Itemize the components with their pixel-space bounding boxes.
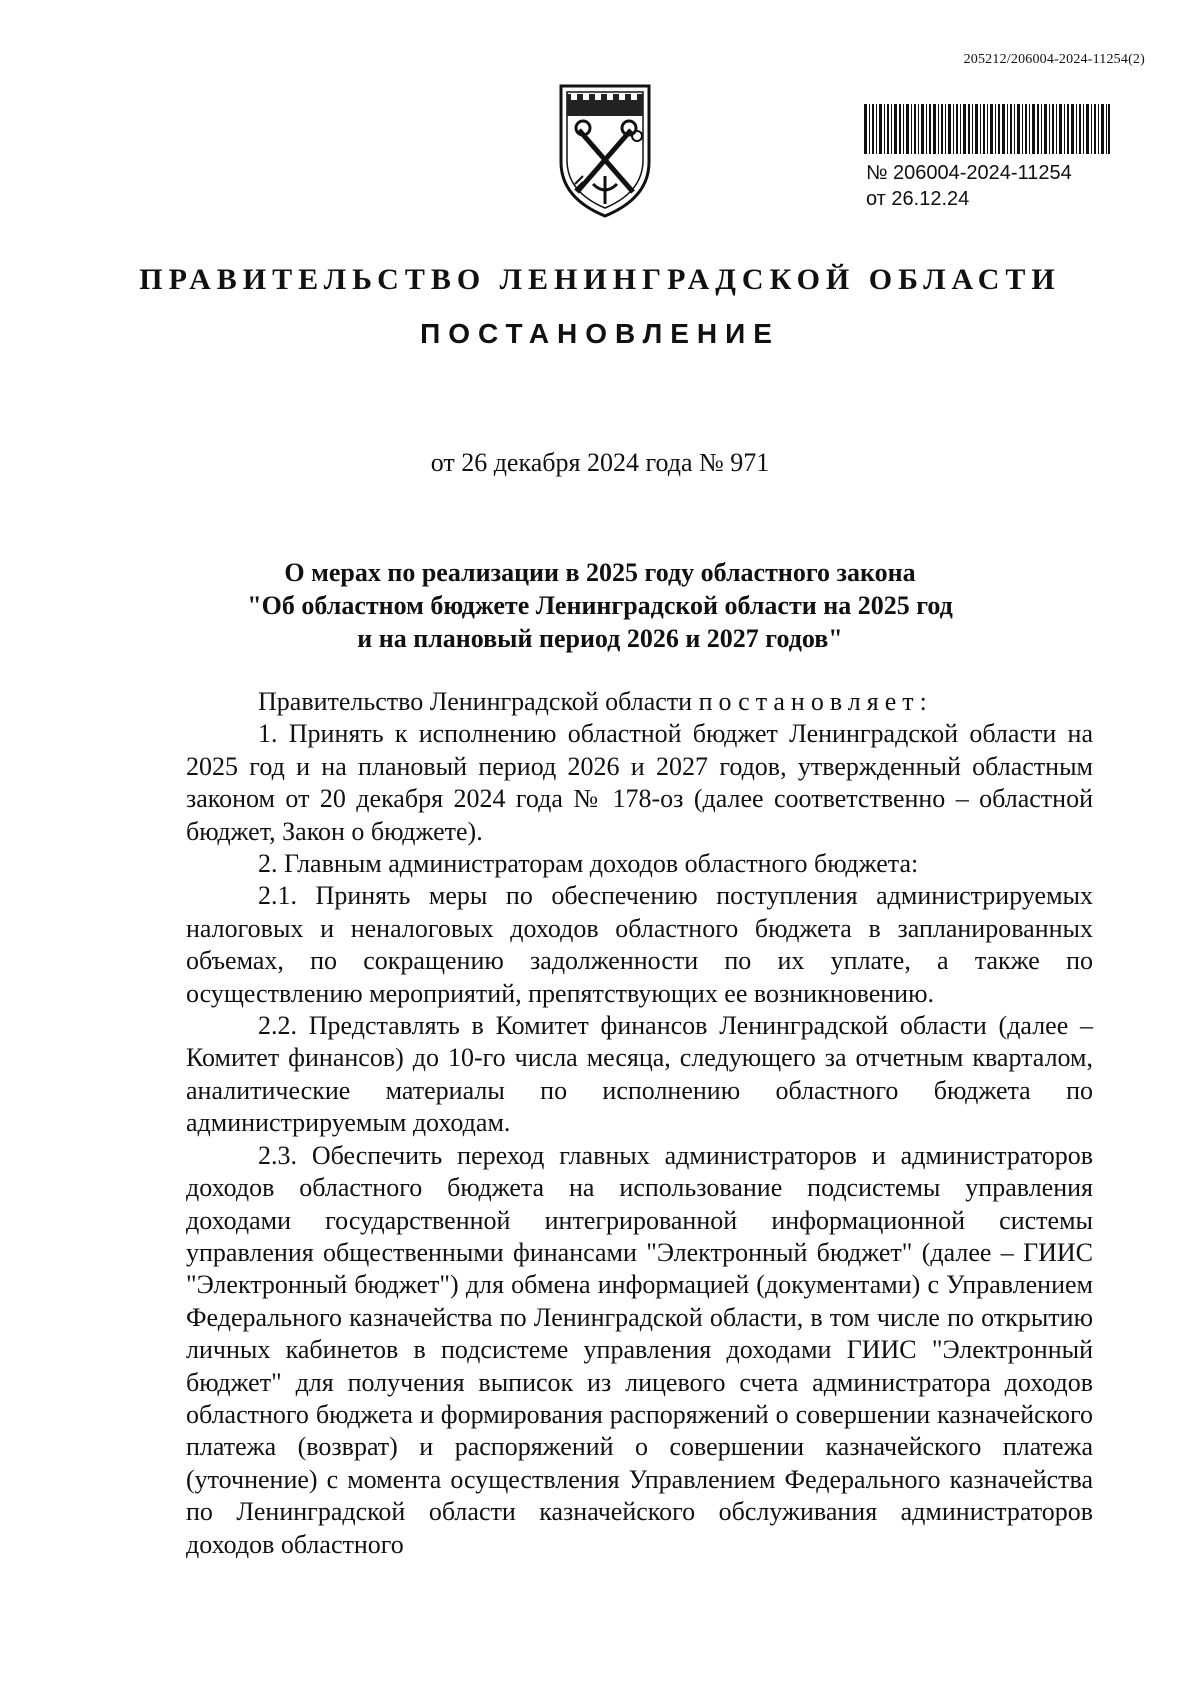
decree-body — [186, 686, 1093, 1561]
title-line: "Об областном бюджете Ленинградской области на 2025 год — [247, 591, 953, 620]
registration-stamp — [866, 160, 1072, 212]
preamble-text: Правительство Ленинградской области — [258, 687, 693, 716]
paragraph-2-2: 2.2. Представлять в Комитет финансов Ленинградской области (далее – Комитет финансов) до 10-го числа месяца, следующего за отчетным кварталом, аналитические материалы по исполнению областного бюджета по администрируемым доходам. — [186, 1011, 1093, 1138]
title-line: и на плановый период 2026 и 2027 годов" — [357, 624, 843, 653]
paragraph-1: 1. Принять к исполнению областной бюджет Ленинградской области на 2025 год и на плановый период 2026 и 2027 годов, утвержденный областным законом от 20 декабря 2024 года № 178-оз (далее соответственно – областной бюджет, Закон о бюджете). — [186, 719, 1093, 846]
registration-date: от 26.12.24 — [866, 188, 970, 210]
paragraph-2-1: 2.1. Принять меры по обеспечению поступления администрируемых налоговых и неналоговых доходов областного бюджета в запланированных объемах, по сокращению задолженности по их уплате, а также по осуществлению мероприятий, препятствующих ее возникновению. — [186, 881, 1093, 1008]
paragraph-2-3: 2.3. Обеспечить переход главных администраторов и администраторов доходов областного бюджета на использование подсистемы управления доходами государственной интегрированной информационной системы управления общественными финансами "Электронный бюджет" (далее – ГИИС "Электронный бюджет") для обмена информацией (документами) с Управлением Федерального казначейства по Ленинградской области, в том числе по открытию личных кабинетов в подсистеме управления доходами ГИИС "Электронный бюджет" для получения выписок из лицевого счета администратора доходов областного бюджета и формирования распоряжений о совершении казначейского платежа (возврат) и распоряжений о совершении казначейского платежа (уточнение) с момента осуществления Управлением Федерального казначейства по Ленинградской области казначейского обслуживания администраторов доходов областного — [186, 1140, 1093, 1559]
paragraph-2: 2. Главным администраторам доходов областного бюджета: — [258, 849, 919, 879]
government-heading: ПРАВИТЕЛЬСТВО ЛЕНИНГРАДСКОЙ ОБЛАСТИ — [139, 263, 1061, 296]
coat-of-arms-icon — [553, 80, 657, 220]
preamble — [186, 686, 1093, 718]
title-line: О мерах по реализации в 2025 году областного закона — [284, 558, 916, 587]
document-number: 205212/206004-2024-11254(2) — [963, 52, 1145, 67]
barcode-icon — [864, 104, 1110, 154]
decree-date-number: от 26 декабря 2024 года № 971 — [430, 448, 770, 477]
decree-title — [0, 556, 1200, 655]
registration-number: № 206004-2024-11254 — [866, 162, 1072, 184]
document-type: ПОСТАНОВЛЕНИЕ — [420, 318, 780, 349]
preamble-verb: постановляет: — [698, 687, 933, 716]
